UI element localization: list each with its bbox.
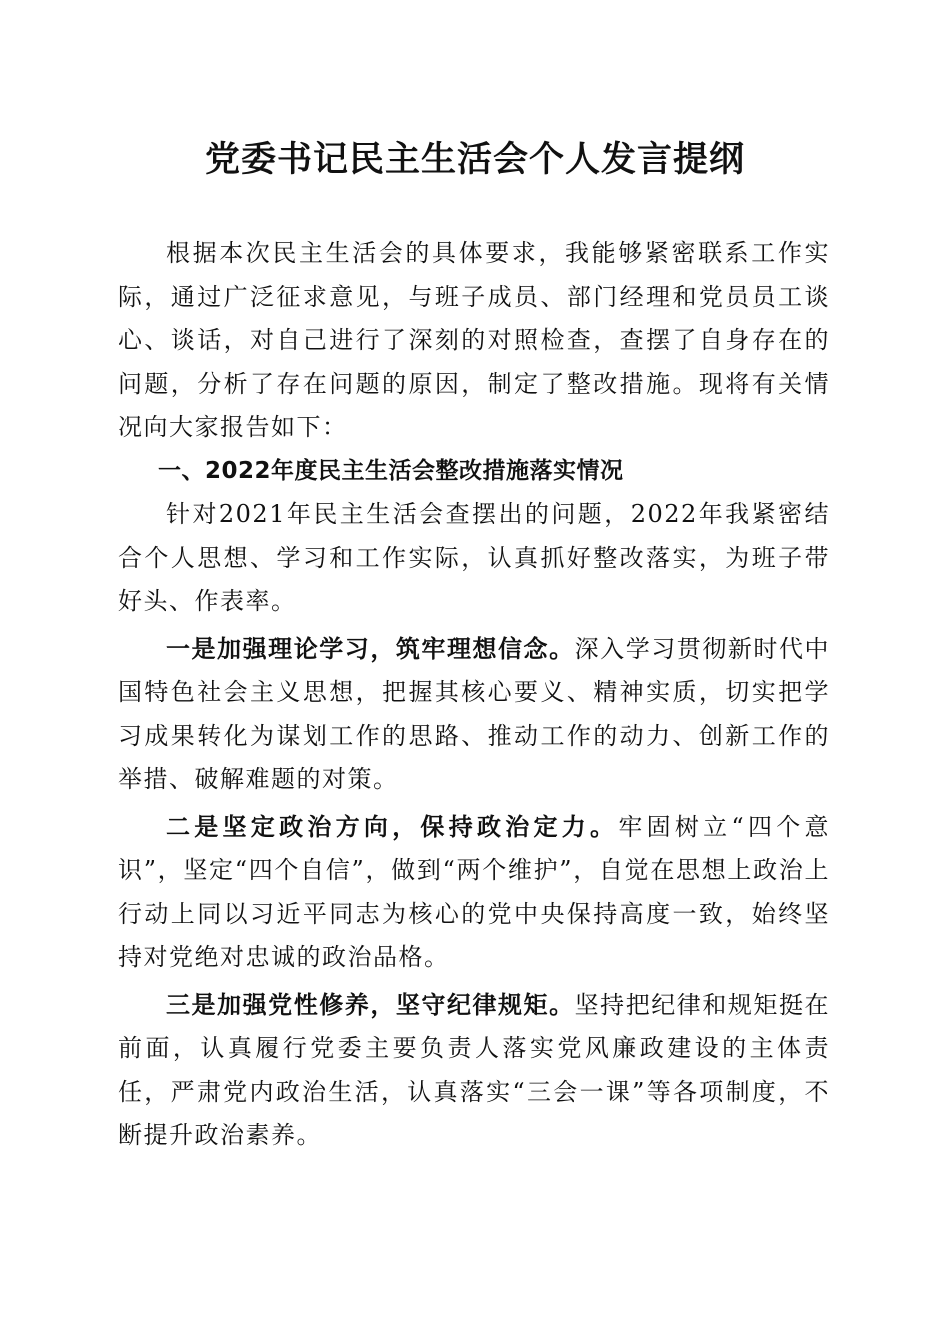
item-paragraph-1 <box>118 627 830 802</box>
document-body <box>118 232 830 1158</box>
item-text-1: 深入学习贯彻新时代中国特色社会主义思想，把握其核心要义、精神实质，切实把学习成果转化为谋划工作的思路、推动工作的动力、创新工作的举措、破解难题的对策。 <box>118 634 830 793</box>
item-text-2: 牢固树立“四个意识”，坚定“四个自信”，做到“两个维护”，自觉在思想上政治上行动上同以习近平同志为核心的党中央保持高度一致，始终坚持对党绝对忠诚的政治品格。 <box>118 812 830 971</box>
item-paragraph-2 <box>118 805 830 980</box>
section-summary-paragraph: 针对2021年民主生活会查摆出的问题，2022年我紧密结合个人思想、学习和工作实际，认真抓好整改落实，为班子带好头、作表率。 <box>118 500 830 615</box>
item-paragraph-3 <box>118 983 830 1158</box>
item-text-3: 坚持把纪律和规矩挺在前面，认真履行党委主要负责人落实党风廉政建设的主体责任，严肃党内政治生活，认真落实“三会一课”等各项制度，不断提升政治素养。 <box>118 990 830 1149</box>
intro-paragraph: 根据本次民主生活会的具体要求，我能够紧密联系工作实际，通过广泛征求意见，与班子成员、部门经理和党员员工谈心、谈话，对自己进行了深刻的对照检查，查摆了自身存在的问题，分析了存在问题的原因，制定了整改措施。现将有关情况向大家报告如下： <box>118 239 830 441</box>
section-heading: 一、2022年度民主生活会整改措施落实情况 <box>158 457 624 484</box>
item-lead-1: 一是加强理论学习，筑牢理想信念。 <box>166 633 575 663</box>
item-lead-3: 三是加强党性修养，坚守纪律规矩。 <box>166 989 575 1019</box>
item-lead-2: 二是坚定政治方向，保持政治定力。 <box>166 811 619 841</box>
document-title: 党委书记民主生活会个人发言提纲 <box>204 139 745 180</box>
